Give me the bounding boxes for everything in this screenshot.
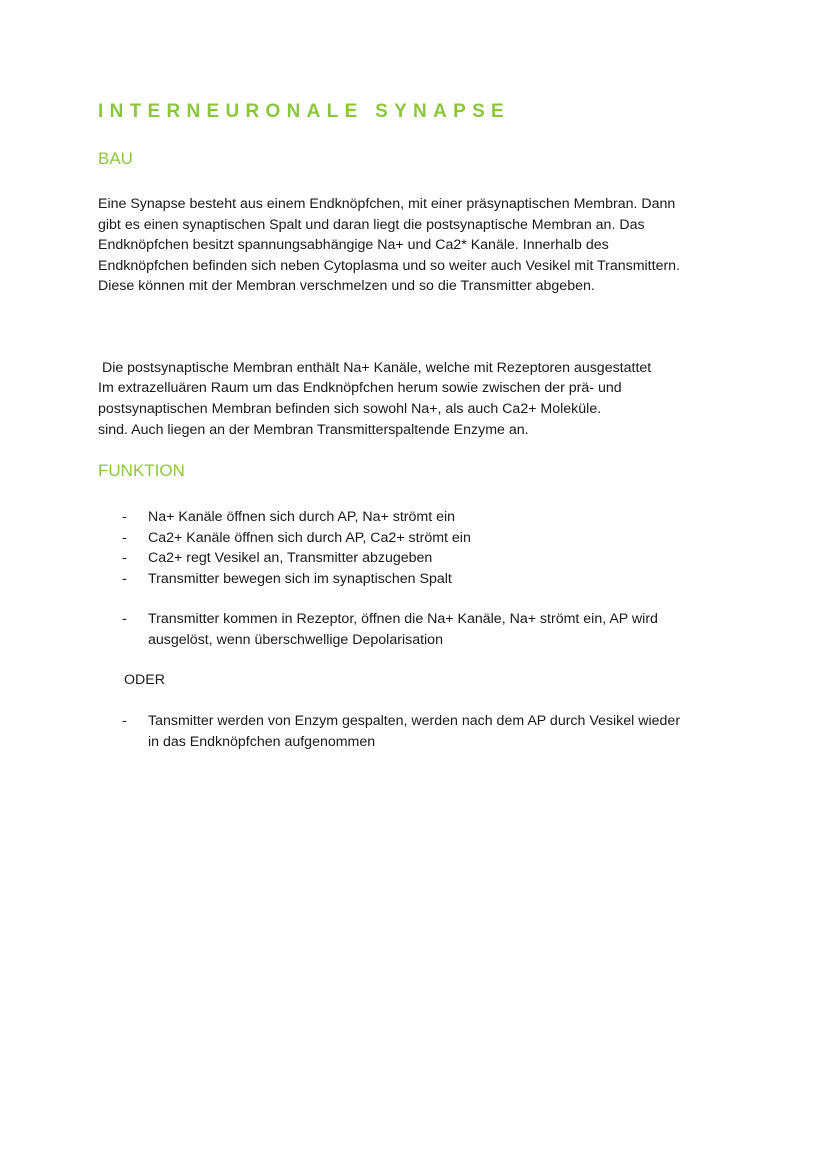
- list-item: [120, 548, 740, 569]
- function-list-c: [120, 711, 740, 752]
- paragraph-line: Diese können mit der Membran verschmelzen und so die Transmitter abgeben.: [98, 278, 595, 294]
- list-item-text: Na+ Kanäle öffnen sich durch AP, Na+ strömt ein: [148, 509, 456, 525]
- paragraph-line: postsynaptischen Membran befinden sich sowohl Na+, als auch Ca2+ Moleküle.: [98, 400, 602, 417]
- function-list-a: [120, 507, 740, 589]
- bullet-dash: -: [122, 611, 127, 627]
- bullet-dash: -: [122, 529, 127, 546]
- paragraph-bau-3: [98, 378, 738, 419]
- list-item-text: Ca2+ regt Vesikel an, Transmitter abzugeben: [148, 550, 433, 566]
- bullet-dash: -: [122, 509, 127, 525]
- function-list-b: [120, 609, 740, 650]
- list-item-text: in das Endknöpfchen aufgenommen: [148, 733, 376, 750]
- section-heading-funktion: FUNKTION: [98, 461, 185, 480]
- list-item: [120, 609, 740, 650]
- list-item: [120, 528, 740, 549]
- bullet-dash: -: [122, 550, 127, 566]
- list-item-text: Transmitter bewegen sich im synaptischen Spalt: [148, 570, 452, 587]
- paragraph-line: sind. Auch liegen an der Membran Transmitterspaltende Enzyme an.: [98, 421, 529, 438]
- paragraph-line: gibt es einen synaptischen Spalt und daran liegt die postsynaptische Membran an. Das: [98, 216, 645, 233]
- list-item: [120, 569, 740, 590]
- list-item-text: Tansmitter werden von Enzym gespalten, werden nach dem AP durch Vesikel wieder: [148, 713, 681, 729]
- list-item: [120, 711, 740, 752]
- bullet-dash: -: [122, 713, 127, 729]
- paragraph-line: Eine Synapse besteht aus einem Endknöpfchen, mit einer präsynaptischen Membran. Dann: [98, 196, 676, 212]
- oder-label: ODER: [124, 672, 165, 688]
- section-heading-bau: BAU: [98, 149, 133, 168]
- list-item-text: ausgelöst, wenn überschwellige Depolarisation: [148, 631, 443, 648]
- paragraph-line: Im extrazelluären Raum um das Endknöpfchen herum sowie zwischen der prä- und: [98, 380, 622, 396]
- list-item-text: Ca2+ Kanäle öffnen sich durch AP, Ca2+ strömt ein: [148, 529, 471, 546]
- paragraph-line: Endknöpfchen befinden sich neben Cytoplasma und so weiter auch Vesikel mit Transmittern.: [98, 257, 681, 274]
- list-item-text: Transmitter kommen in Rezeptor, öffnen die Na+ Kanäle, Na+ strömt ein, AP wird: [148, 611, 658, 627]
- bullet-dash: -: [122, 570, 127, 587]
- paragraph-bau-1: [98, 194, 738, 297]
- document-title: INTERNEURONALE SYNAPSE: [98, 101, 511, 122]
- list-item: [120, 507, 740, 528]
- paragraph-line: Die postsynaptische Membran enthält Na+ Kanäle, welche mit Rezeptoren ausgestattet: [98, 360, 652, 376]
- paragraph-line: Endknöpfchen besitzt spannungsabhängige Na+ und Ca2* Kanäle. Innerhalb des: [98, 237, 609, 253]
